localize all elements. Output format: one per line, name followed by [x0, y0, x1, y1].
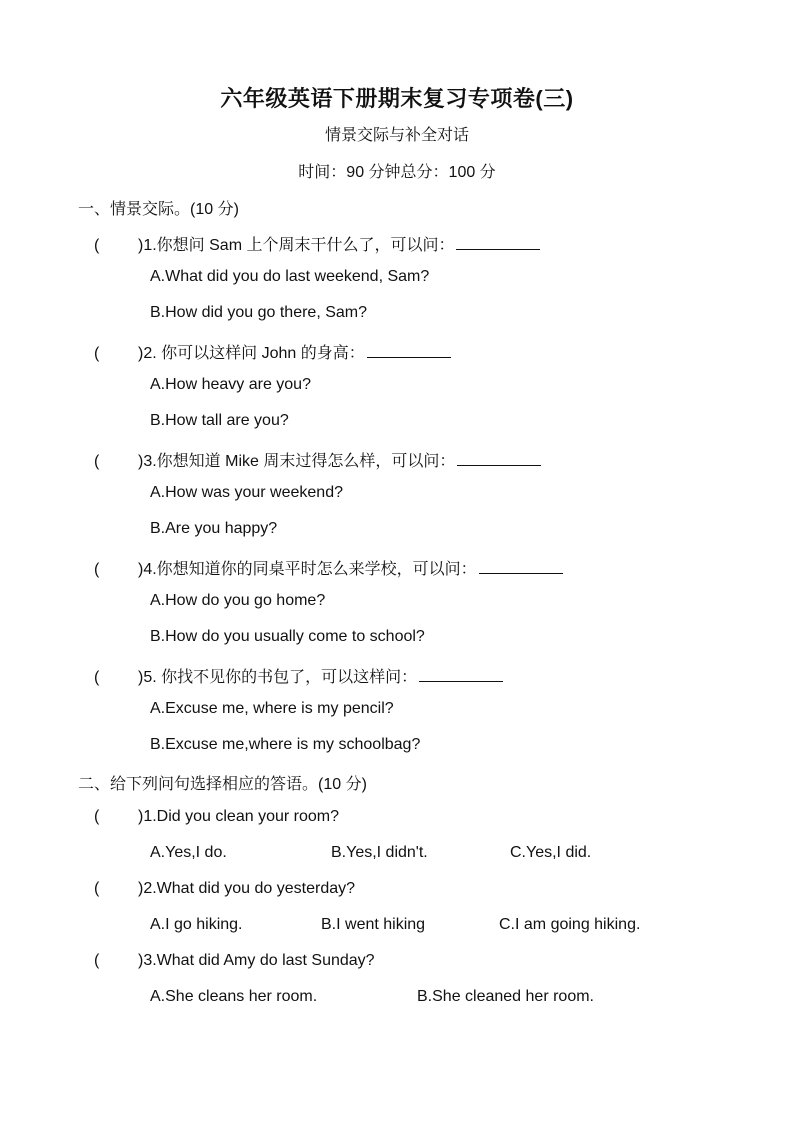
s2-q1-option-b: B.Yes,I didn't. [331, 844, 428, 861]
s1-question-3 [94, 448, 541, 471]
s2-question-3 [94, 952, 375, 970]
answer-blank [457, 451, 541, 466]
page-subtitle: 情景交际与补全对话 [324, 127, 469, 144]
section-1-heading: 一、情景交际。(10 分) [78, 201, 239, 218]
s2-q3-option-b: B.She cleaned her room. [417, 988, 594, 1005]
answer-blank [367, 343, 451, 358]
s2-q1-option-c: C.Yes,I did. [510, 844, 592, 861]
answer-paren: ( [94, 669, 100, 686]
s1-question-4 [94, 556, 563, 579]
answer-blank [456, 235, 540, 250]
time-score-info: 时间：90 分钟总分：100 分 [298, 164, 496, 181]
s1-q1-option-a: A.What did you do last weekend, Sam? [150, 268, 430, 285]
page-title: 六年级英语下册期末复习专项卷(三) [220, 86, 574, 111]
s1-question-1 [94, 232, 540, 255]
question-stem: )3.你想知道 Mike 周末过得怎么样，可以问： [138, 453, 456, 470]
s1-question-5 [94, 664, 503, 687]
s1-q3-option-a: A.How was your weekend? [150, 484, 343, 501]
answer-paren: ( [94, 952, 100, 969]
s1-q5-option-a: A.Excuse me, where is my pencil? [150, 700, 394, 717]
s2-q2-option-b: B.I went hiking [321, 916, 426, 933]
question-stem: )2. 你可以这样问 John 的身高： [138, 345, 365, 362]
answer-paren: ( [94, 808, 100, 825]
s1-q2-option-b: B.How tall are you? [150, 412, 289, 429]
s1-q3-option-b: B.Are you happy? [150, 520, 278, 537]
s1-q5-option-b: B.Excuse me,where is my schoolbag? [150, 736, 421, 753]
question-stem: )2.What did you do yesterday? [138, 880, 356, 897]
s2-question-1 [94, 808, 339, 826]
s1-q1-option-b: B.How did you go there, Sam? [150, 304, 368, 321]
question-stem: )1.Did you clean your room? [138, 808, 339, 825]
question-stem: )3.What did Amy do last Sunday? [138, 952, 375, 969]
s2-q2-option-a: A.I go hiking. [150, 916, 243, 933]
answer-paren: ( [94, 345, 100, 362]
s1-q2-option-a: A.How heavy are you? [150, 376, 311, 393]
s2-q3-option-a: A.She cleans her room. [150, 988, 318, 1005]
s1-q4-option-a: A.How do you go home? [150, 592, 326, 609]
answer-paren: ( [94, 237, 100, 254]
answer-paren: ( [94, 453, 100, 470]
s1-q4-option-b: B.How do you usually come to school? [150, 628, 425, 645]
section-2-heading: 二、给下列问句选择相应的答语。(10 分) [78, 776, 367, 793]
answer-paren: ( [94, 561, 100, 578]
answer-blank [419, 667, 503, 682]
question-stem: )1.你想问 Sam 上个周末干什么了，可以问： [138, 237, 455, 254]
s2-q2-option-c: C.I am going hiking. [499, 916, 641, 933]
s1-question-2 [94, 340, 451, 363]
s2-question-2 [94, 880, 355, 898]
s2-q1-option-a: A.Yes,I do. [150, 844, 227, 861]
question-stem: )5. 你找不见你的书包了，可以这样问： [138, 669, 418, 686]
answer-paren: ( [94, 880, 100, 897]
answer-blank [479, 559, 563, 574]
question-stem: )4.你想知道你的同桌平时怎么来学校，可以问： [138, 561, 477, 578]
